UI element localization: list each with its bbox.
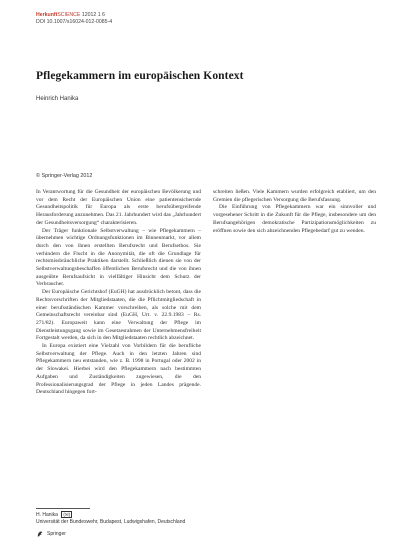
left-column	[36, 189, 201, 397]
article-title: Pflegekammern im europäischen Kontext	[36, 70, 244, 82]
paragraph: In Verantwortung für die Gesundheit der europäischen Bevölkerung und vor dem Recht der Europäischen Union eine patientensichernde Gesundheitspolitik für Europa als erste berufsübergreifende Herausforderung anzunehmen. Das 21. Jahrhundert wird das „Jahrhundert der Gesundheitsversorgung“ charakterisieren.	[36, 189, 201, 226]
paragraph: Der Europäische Gerichtshof (EuGH) hat ausdrücklich betont, dass die Rechtsvorschriften der Mitgliedstaaten, die die Pflichtmitgliedschaft in einer berufsständischen Kammer vorschreiben, als solche mit dem Gemeinschaftsrecht vereinbar sind (EuGH, Urt. v. 22.9.1983 – Rs. 271/82). Europaweit kann eine Verwaltung der Pflege im Dienstleistungsgang sowie im Gesetzesrahmen der Unternehmensfreiheit Fortgestalt werden, da sich in den Mitgliedstaaten rechtlich abzeichnet.	[36, 289, 201, 342]
journal-line	[36, 12, 112, 19]
footnote-divider	[36, 508, 90, 509]
springer-horse-icon	[36, 530, 44, 538]
journal-header	[36, 12, 112, 26]
doi: DOI 10.1007/s16024-012-0085-4	[36, 19, 113, 25]
contact-name: H. Hanika	[36, 512, 58, 518]
contact-affiliation: Universität der Bundeswehr, Budapest, Ludwigshafen, Deutschland	[36, 518, 186, 525]
email-icon[interactable]: (✉)	[63, 512, 71, 517]
publisher-name: Springer	[47, 531, 66, 537]
journal-name: Herkunft	[36, 12, 58, 18]
paragraph: Die Einführung von Pflegekammern war ein sinnvoller und vorgesehener Schritt in die Zukunft für die Pflege, insbesondere um den Berufsangehörigen demokratische Partizipationsmöglichkeiten zu eröffnen sowie den sich abzeichnenden Pflegebedarf gut zu wenden.	[213, 204, 376, 234]
copyright-notice: © Springer-Verlag 2012	[36, 173, 93, 179]
paragraph: Der Träger funktionale Selbstverwaltung – wie Pflegekammern – übernehmen wichtige Ordnungsfunktionen im Binnenmarkt, vor allem durch den von ihnen erstellten Berufsrecht und Berufsethos. Sie verhindern die Flucht in die Anonymität, die oft die Grundlage für rechtsmissbräuchliche Praktiken darstellt. Schließlich dienen sie von der Selbstverwaltungsbeschaffen öffentlichen Berufsrecht und die von ihnen ausgeübte Berufsaufsicht in vielfältiger Hinsicht dem Schutz der Verbraucher.	[36, 227, 201, 288]
paragraph: In Europa existiert eine Vielzahl von Vorbildern für die berufliche Selbstverwaltung der Pflege. Auch in den letzten Jahren sind Pflegekammern neu entstanden, wie z. B. 1998 in Portugal oder 2002 in der Slowakei. Hierbei wird den Pflegekammern nach bestimmten Aufgaben und Zuständigkeiten zugewiesen, die den Professionalisierungsgrad der Pflege in jeden Landes prägende. Deutschland hingegen fort-	[36, 343, 201, 396]
publisher-logo	[36, 530, 66, 538]
paragraph: schreiten ließen. Viele Kammern wurden erfolgreich etabliert, um den Gremien die pflegerischen Versorgung die Berufsfassung.	[213, 189, 376, 203]
journal-science: SCIENCE	[57, 12, 81, 18]
author-name: Heinrich Hanika	[36, 96, 79, 102]
author-contact	[36, 512, 185, 525]
journal-issue: 12012 1 6	[81, 12, 105, 18]
right-column	[213, 189, 376, 235]
